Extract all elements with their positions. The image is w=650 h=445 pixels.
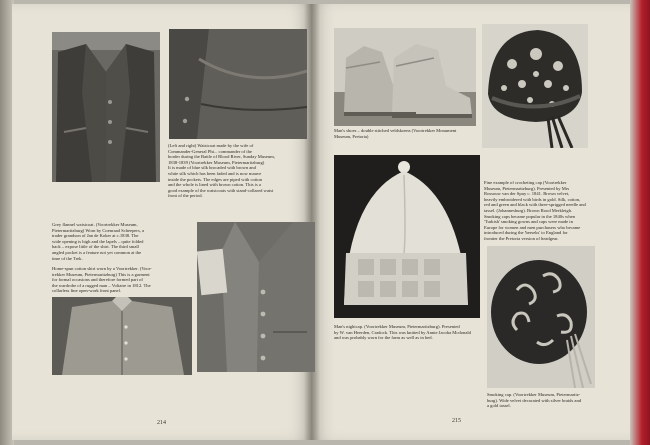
caption-line: Man's shoes – double stitched veldskoens (Voortrekker Monument — [334, 128, 457, 133]
photo-grey-waistcoat — [197, 222, 315, 372]
photo-beaded-cap — [482, 24, 588, 148]
caption-line: good example of the waistcoats with stand-collared waist — [168, 187, 274, 193]
caption-line: introduced during the 'berseks' to England for — [484, 230, 568, 236]
book-cover-edge — [630, 0, 650, 445]
photo-waistcoat-detail — [169, 29, 307, 139]
caption-beaded-cap — [484, 180, 588, 244]
caption-line: collarless fine open-work front panel. — [52, 288, 122, 294]
caption-line: (Left and right) Waistcoat made by the wife of — [168, 143, 254, 148]
caption-quilted-waistcoat — [52, 222, 192, 264]
caption-line: Museum, Pietermaritzburg). Presented by Mrs — [484, 185, 570, 191]
caption-line: trekker Museum, Pietermaritzburg) This is a garment — [52, 271, 150, 277]
caption-line: Smoking caps became popular in the 1840s when — [484, 213, 575, 219]
caption-line: front of the period. — [168, 193, 203, 199]
caption-line: heavily embroidered with birds in gold. Silk, cotton, — [484, 196, 581, 202]
caption-line: burg). Wide velvet decorated with silver braids and — [487, 397, 582, 403]
caption-line: 1838-1839 (Voortrekker Museum, Pietermaritzburg) — [168, 159, 265, 165]
caption-line: Commander-General Phi... commander of the — [168, 148, 252, 154]
caption-line: trader grandson of Jan de Koker at c.1838. The — [52, 233, 139, 239]
page-number-left: 214 — [157, 420, 166, 426]
caption-line: white silk which has been faded and is now mauve — [168, 170, 262, 176]
caption-line: angled pocket is a feature not yet common at the — [52, 249, 142, 255]
caption-line: wide opening is high and the lapels – quite folded — [52, 238, 144, 244]
caption-line: Europe for women and men purchasers who became — [484, 224, 581, 230]
caption-smoking-cap — [487, 392, 595, 412]
caption-line: frontier the Pretoria version of headgear. — [484, 235, 559, 241]
caption-line: and the whole is lined with brown cotton. This is a — [168, 182, 261, 188]
caption-line: by W. van Heerden, Cradock. This was knitted by Annie Jacoba Mcdonald — [334, 329, 471, 335]
photo-shoes — [334, 28, 476, 126]
caption-line: Home-spun cotton shirt worn by a Voortrekker. (Voor- — [52, 266, 152, 271]
caption-line: Pietermaritzburg) Worn by Coenraad Scheepers, a — [52, 227, 145, 233]
caption-line: for formal occasions and therefore formed part of — [52, 277, 143, 283]
caption-line: Museum, Pretoria) — [334, 133, 369, 139]
caption-line: tassel. (Johannesburg). Brown Rood Merkleigh. — [484, 207, 573, 213]
caption-line: Fine example of crocheting cap (Voortrekker — [484, 180, 567, 185]
caption-line: inside the pockets. The edges are piped with cotton — [168, 176, 262, 182]
caption-line: Smoking cap. (Voortrekker Museum, Pietermaritz- — [487, 392, 581, 397]
caption-line: the wardrobe of a rugged man – Voltaire in 1812. The — [52, 282, 151, 288]
caption-line: Rossouw van der Spuy c. 1841. Brown velvet, — [484, 191, 570, 197]
caption-line: red and green and black with three-sprigged needle and — [484, 202, 586, 208]
caption-line: and was probably worn for the farm as well as in bed. — [334, 335, 433, 341]
caption-waistcoats — [168, 143, 306, 205]
caption-line: a gold tassel. — [487, 403, 511, 409]
photo-nightcap — [334, 155, 480, 318]
photo-waistcoat-left — [52, 32, 160, 182]
photo-smoking-cap — [487, 246, 595, 388]
caption-line: time of the Trek. — [52, 255, 83, 261]
caption-shirt — [52, 266, 192, 296]
page-number-right: 215 — [452, 418, 461, 424]
caption-shoes — [334, 128, 484, 140]
caption-line: It is made of blue silk brocaded with brown and — [168, 165, 256, 171]
caption-line: Man's nightcap. (Voortrekker Museum, Pietermaritzburg). Presented — [334, 324, 460, 329]
caption-nightcap — [334, 324, 484, 342]
caption-line: border during the Battle of Blood River, Sunday Museum, — [168, 154, 275, 160]
photo-shirt — [52, 297, 192, 375]
caption-line: 'Turkish' smoking gowns and caps were made in — [484, 219, 573, 225]
caption-line: Grey flannel waistcoat. (Voortrekker Museum, — [52, 222, 138, 227]
caption-line: back – expose little of the shirt. The third small — [52, 244, 139, 250]
